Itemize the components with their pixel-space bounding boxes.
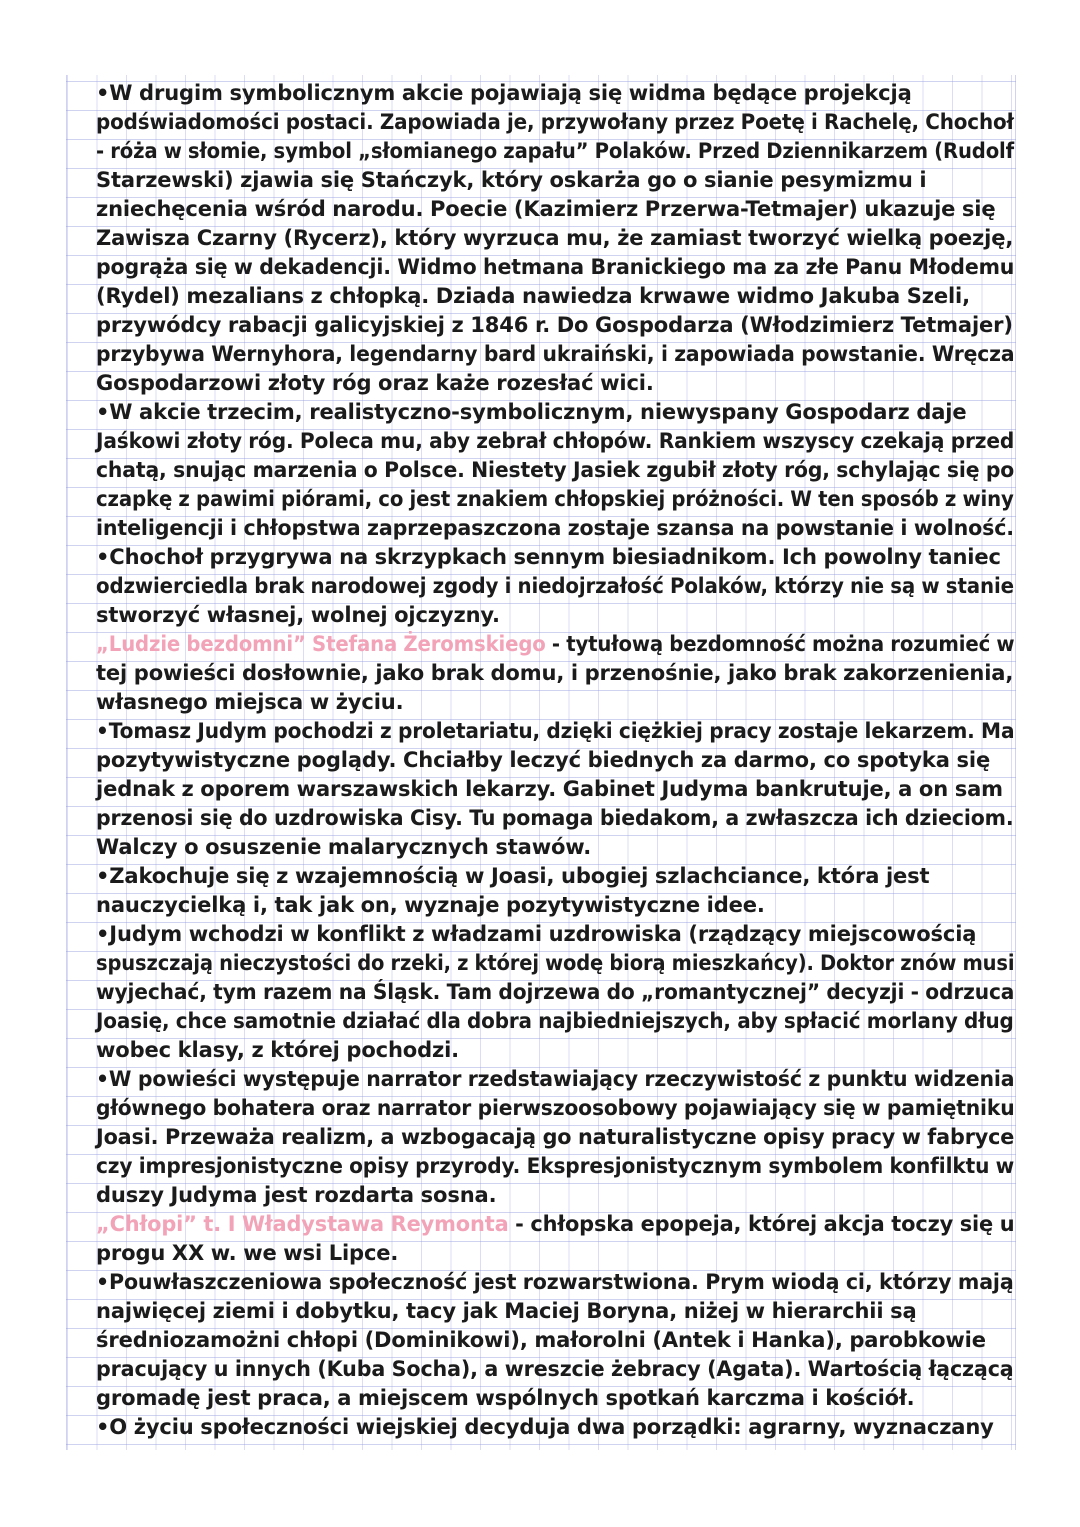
text-line bbox=[96, 890, 1014, 919]
line-text: najwięcej ziemi i dobytku, tacy jak Maciej Boryna, niżej w hierarchii są bbox=[96, 1298, 917, 1323]
line-text: •W akcie trzecim, realistyczno-symbolicznym, niewyspany Gospodarz daje bbox=[96, 399, 967, 424]
line-text: •Zakochuje się z wzajemnością w Joasi, ubogiej szlachciance, która jest bbox=[96, 863, 930, 888]
line-text: czy impresjonistyczne opisy przyrody. Ekspresjonistycznym symbolem konfilktu w bbox=[96, 1153, 1015, 1178]
line-text: średniozamożni chłopi (Dominikowi), małorolni (Antek i Hanka), parobkowie bbox=[96, 1327, 986, 1352]
line-text: własnego miejsca w życiu. bbox=[96, 689, 404, 714]
line-text: - tytułową bezdomność można rozumieć w bbox=[545, 631, 1015, 656]
line-text: (Rydel) mezalians z chłopką. Dziada nawiedza krwawe widmo Jakuba Szeli, bbox=[96, 283, 970, 308]
line-text: •W powieści występuje narrator rzedstawiający rzeczywistość z punktu widzenia bbox=[96, 1066, 1015, 1091]
text-line bbox=[96, 1006, 1014, 1035]
line-text: progu XX w. we wsi Lipce. bbox=[96, 1240, 399, 1265]
text-line bbox=[96, 1035, 1014, 1064]
line-text: przywódcy rabacji galicyjskiej z 1846 r. Do Gospodarza (Włodzimierz Tetmajer) bbox=[96, 312, 1013, 337]
text-line bbox=[96, 687, 1014, 716]
line-text: pracujący u innych (Kuba Socha), a wreszcie żebracy (Agata). Wartością łączącą bbox=[96, 1356, 1014, 1381]
text-line bbox=[96, 1180, 1014, 1209]
text-line bbox=[96, 484, 1014, 513]
text-line bbox=[96, 397, 1014, 426]
line-text: gromadę jest praca, a miejscem wspólnych spotkań karczma i kościół. bbox=[96, 1385, 915, 1410]
line-text: stworzyć własnej, wolnej ojczyzny. bbox=[96, 602, 500, 627]
line-text: inteligencji i chłopstwa zaprzepaszczona zostaje szansa na powstanie i wolność. bbox=[96, 515, 1014, 540]
text-line bbox=[96, 1296, 1014, 1325]
text-line bbox=[96, 803, 1014, 832]
line-text: podświadomości postaci. Zapowiada je, przywołany przez Poetę i Rachelę, Chochoł bbox=[96, 109, 1014, 134]
text-line bbox=[96, 948, 1015, 977]
text-line bbox=[96, 1209, 1015, 1238]
text-line bbox=[96, 281, 1014, 310]
text-line bbox=[96, 745, 1014, 774]
line-text: Joasię, chce samotnie działać dla dobra najbiedniejszych, aby spłacić morlany dług bbox=[96, 1008, 1014, 1033]
text-line bbox=[96, 1325, 1014, 1354]
text-line bbox=[96, 774, 1014, 803]
text-line bbox=[96, 600, 1014, 629]
text-line bbox=[96, 1383, 1014, 1412]
line-text: Starzewski) zjawia się Stańczyk, który oskarża go o sianie pesymizmu i bbox=[96, 167, 927, 192]
text-line bbox=[96, 1151, 1015, 1180]
line-text: - róża w słomie, symbol „słomianego zapału” Polaków. Przed Dziennikarzem (Rudolf bbox=[96, 138, 1015, 163]
text-line bbox=[96, 223, 1014, 252]
line-text: •Chochoł przygrywa na skrzypkach sennym biesiadnikom. Ich powolny taniec bbox=[96, 544, 1001, 569]
text-line bbox=[96, 107, 1014, 136]
text-line bbox=[96, 1122, 1015, 1151]
line-text: Zawisza Czarny (Rycerz), który wyrzuca mu, że zamiast tworzyć wielką poezję, bbox=[96, 225, 1014, 250]
text-line bbox=[96, 861, 1014, 890]
line-text: zniechęcenia wśród narodu. Poecie (Kazimierz Przerwa-Tetmajer) ukazuje się bbox=[96, 196, 996, 221]
line-text: Joasi. Przeważa realizm, a wzbogacają go naturalistyczne opisy pracy w fabryce bbox=[96, 1124, 1015, 1149]
line-text: Gospodarzowi złoty róg oraz każe rozesłać wici. bbox=[96, 370, 654, 395]
line-text: Jaśkowi złoty róg. Poleca mu, aby zebrał chłopów. Rankiem wszyscy czekają przed bbox=[96, 428, 1015, 453]
text-line bbox=[96, 832, 1014, 861]
text-line bbox=[96, 339, 1015, 368]
line-text: pozytywistyczne poglądy. Chciałby leczyć biednych za darmo, co spotyka się bbox=[96, 747, 991, 772]
text-line bbox=[96, 310, 1014, 339]
text-line bbox=[96, 919, 1014, 948]
text-line bbox=[96, 977, 1015, 1006]
text-line bbox=[96, 1093, 1015, 1122]
line-text: Walczy o osuszenie malarycznych stawów. bbox=[96, 834, 592, 859]
line-text: wyjechać, tym razem na Śląsk. Tam dojrzewa do „romantycznej” decyzji - odrzuca bbox=[96, 979, 1015, 1004]
text-line bbox=[96, 165, 1014, 194]
line-text: przybywa Wernyhora, legendarny bard ukraiński, i zapowiada powstanie. Wręcza bbox=[96, 341, 1015, 366]
line-text: czapkę z pawimi piórami, co jest znakiem chłopskiej próżności. W ten sposób z winy bbox=[96, 486, 1014, 511]
text-line bbox=[96, 368, 1014, 397]
line-text: spuszczają nieczystości do rzeki, z której wodę biorą mieszkańcy). Doktor znów musi bbox=[96, 950, 1015, 975]
section-title: „Ludzie bezdomni” Stefana Żeromskiego bbox=[96, 631, 546, 656]
line-text: głównego bohatera oraz narrator pierwszoosobowy pojawiający się w pamiętniku bbox=[96, 1095, 1015, 1120]
line-text: odzwierciedla brak narodowej zgody i niedojrzałość Polaków, którzy nie są w stanie bbox=[96, 573, 1014, 598]
section-title: „Chłopi” t. I Władystawa Reymonta bbox=[96, 1211, 509, 1236]
text-line bbox=[96, 513, 1014, 542]
text-line bbox=[96, 1064, 1015, 1093]
line-text: wobec klasy, z której pochodzi. bbox=[96, 1037, 460, 1062]
text-line bbox=[96, 629, 1015, 658]
text-line bbox=[96, 1354, 1014, 1383]
text-line bbox=[96, 455, 1015, 484]
text-line bbox=[96, 658, 1014, 687]
line-text: •Tomasz Judym pochodzi z proletariatu, dzięki ciężkiej pracy zostaje lekarzem. Ma bbox=[96, 718, 1015, 743]
text-line bbox=[96, 136, 1015, 165]
line-text: przenosi się do uzdrowiska Cisy. Tu pomaga biedakom, a zwłaszcza ich dzieciom. bbox=[96, 805, 1014, 830]
line-text: •W drugim symbolicznym akcie pojawiają się widma będące projekcją bbox=[96, 80, 912, 105]
text-line bbox=[96, 1412, 1014, 1441]
note-text bbox=[96, 78, 1016, 1441]
line-text: duszy Judyma jest rozdarta sosna. bbox=[96, 1182, 497, 1207]
text-line bbox=[96, 426, 1015, 455]
text-line bbox=[96, 542, 1014, 571]
text-line bbox=[96, 1267, 1014, 1296]
text-line bbox=[96, 252, 1015, 281]
line-text: •Pouwłaszczeniowa społeczność jest rozwarstwiona. Prym wiodą ci, którzy mają bbox=[96, 1269, 1014, 1294]
line-text: chatą, snując marzenia o Polsce. Niestety Jasiek zgubił złoty róg, schylając się po bbox=[96, 457, 1015, 482]
text-line bbox=[96, 571, 1014, 600]
line-text: pogrąża się w dekadencji. Widmo hetmana Branickiego ma za złe Panu Młodemu bbox=[96, 254, 1015, 279]
text-line bbox=[96, 716, 1015, 745]
line-text: tej powieści dosłownie, jako brak domu, i przenośnie, jako brak zakorzenienia, bbox=[96, 660, 1014, 685]
line-text: nauczycielką i, tak jak on, wyznaje pozytywistyczne idee. bbox=[96, 892, 765, 917]
text-line bbox=[96, 1238, 1014, 1267]
text-line bbox=[96, 194, 1014, 223]
line-text: •O życiu społeczności wiejskiej decyduja dwa porządki: agrarny, wyznaczany bbox=[96, 1414, 994, 1439]
line-text: - chłopska epopeja, której akcja toczy się u bbox=[508, 1211, 1015, 1236]
text-line bbox=[96, 78, 1014, 107]
line-text: jednak z oporem warszawskich lekarzy. Gabinet Judyma bankrutuje, a on sam bbox=[96, 776, 1003, 801]
line-text: •Judym wchodzi w konflikt z władzami uzdrowiska (rządzący miejscowością bbox=[96, 921, 977, 946]
